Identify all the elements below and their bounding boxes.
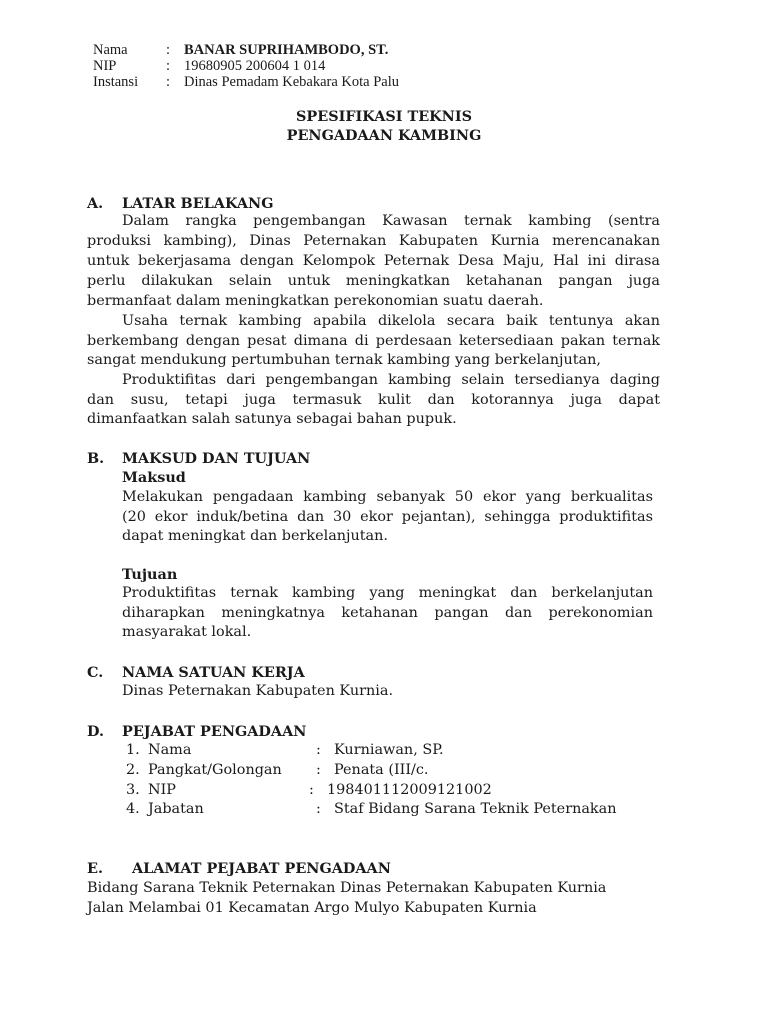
paragraph-line: dan susu, tetapi juga termasuk kulit dan kotorannya juga dapat <box>87 392 660 408</box>
list-label: Nama <box>148 742 192 758</box>
paragraph-line: untuk bekerjasama dengan Kelompok Peternak Desa Maju, Hal ini dirasa <box>87 253 660 269</box>
list-label: Jabatan <box>148 801 204 817</box>
paragraph-line: bermanfaat dalam meningkatkan perekonomian suatu daerah. <box>87 293 544 309</box>
paragraph-line: Dinas Peternakan Kabupaten Kurnia. <box>122 683 394 699</box>
list-label: NIP <box>148 782 176 798</box>
paragraph-line: produksi kambing), Dinas Peternakan Kabupaten Kurnia merencanakan <box>87 233 660 249</box>
list-label: Pangkat/Golongan <box>148 762 282 778</box>
address-line: Bidang Sarana Teknik Peternakan Dinas Peternakan Kabupaten Kurnia <box>87 880 607 896</box>
paragraph-line: berkembang dengan pesat dimana di perdesaan ketersediaan pakan ternak <box>87 333 660 349</box>
list-value: Staf Bidang Sarana Teknik Peternakan <box>334 801 617 817</box>
list-value: 198401112009121002 <box>327 782 492 798</box>
list-sep: : <box>316 742 321 758</box>
section-letter: B. <box>87 450 105 467</box>
paragraph-line: Dalam rangka pengembangan Kawasan ternak kambing (sentra <box>122 213 660 229</box>
paragraph-line: dapat meningkat dan berkelanjutan. <box>122 528 388 544</box>
list-value: Kurniawan, SP. <box>334 742 444 758</box>
section-letter: A. <box>87 195 104 212</box>
document-title-line2: PENGADAAN KAMBING <box>286 127 482 144</box>
paragraph-line: diharapkan meningkatnya ketahanan pangan dan perekonomian <box>122 605 653 621</box>
list-sep: : <box>309 782 314 798</box>
header-value-instansi: Dinas Pemadam Kebakara Kota Palu <box>184 74 400 90</box>
header-label-nip: NIP <box>93 58 117 74</box>
paragraph-line: Usaha ternak kambing apabila dikelola secara baik tentunya akan <box>122 313 660 329</box>
address-line: Jalan Melambai 01 Kecamatan Argo Mulyo Kabupaten Kurnia <box>87 900 537 916</box>
section-letter: E. <box>87 860 103 877</box>
list-sep: : <box>316 801 321 817</box>
list-number: 1. <box>126 742 140 758</box>
header-value-nama: BANAR SUPRIHAMBODO, ST. <box>184 42 389 58</box>
section-heading: PEJABAT PENGADAAN <box>122 723 307 740</box>
header-value-nip: 19680905 200604 1 014 <box>184 58 326 74</box>
paragraph-line: masyarakat lokal. <box>122 624 252 640</box>
paragraph-line: Produktifitas ternak kambing yang meningkat dan berkelanjutan <box>122 585 653 601</box>
section-letter: C. <box>87 664 104 681</box>
section-heading: ALAMAT PEJABAT PENGADAAN <box>132 860 391 877</box>
section-letter: D. <box>87 723 104 740</box>
subheading-tujuan: Tujuan <box>122 566 178 583</box>
section-heading: NAMA SATUAN KERJA <box>122 664 305 681</box>
header-sep: : <box>166 74 171 90</box>
list-number: 4. <box>126 801 140 817</box>
list-value: Penata (III/c. <box>334 762 429 778</box>
section-heading: MAKSUD DAN TUJUAN <box>122 450 311 467</box>
header-label-nama: Nama <box>93 42 128 58</box>
list-sep: : <box>316 762 321 778</box>
list-number: 3. <box>126 782 140 798</box>
document-title-line1: SPESIFIKASI TEKNIS <box>296 108 472 125</box>
subheading-maksud: Maksud <box>122 469 186 486</box>
section-heading: LATAR BELAKANG <box>122 195 274 212</box>
header-sep: : <box>166 58 171 74</box>
paragraph-line: sangat mendukung pertumbuhan ternak kambing yang berkelanjutan, <box>87 352 601 368</box>
header-label-instansi: Instansi <box>93 74 139 90</box>
paragraph-line: dimanfaatkan salah satunya sebagai bahan pupuk. <box>87 411 457 427</box>
paragraph-line: perlu dilakukan selain untuk meningkatkan ketahanan pangan juga <box>87 273 660 289</box>
paragraph-line: Produktifitas dari pengembangan kambing selain tersedianya daging <box>122 372 660 388</box>
paragraph-line: Melakukan pengadaan kambing sebanyak 50 ekor yang berkualitas <box>122 489 653 505</box>
list-number: 2. <box>126 762 140 778</box>
paragraph-line: (20 ekor induk/betina dan 30 ekor pejantan), sehingga produktifitas <box>122 509 653 525</box>
header-sep: : <box>166 42 171 58</box>
